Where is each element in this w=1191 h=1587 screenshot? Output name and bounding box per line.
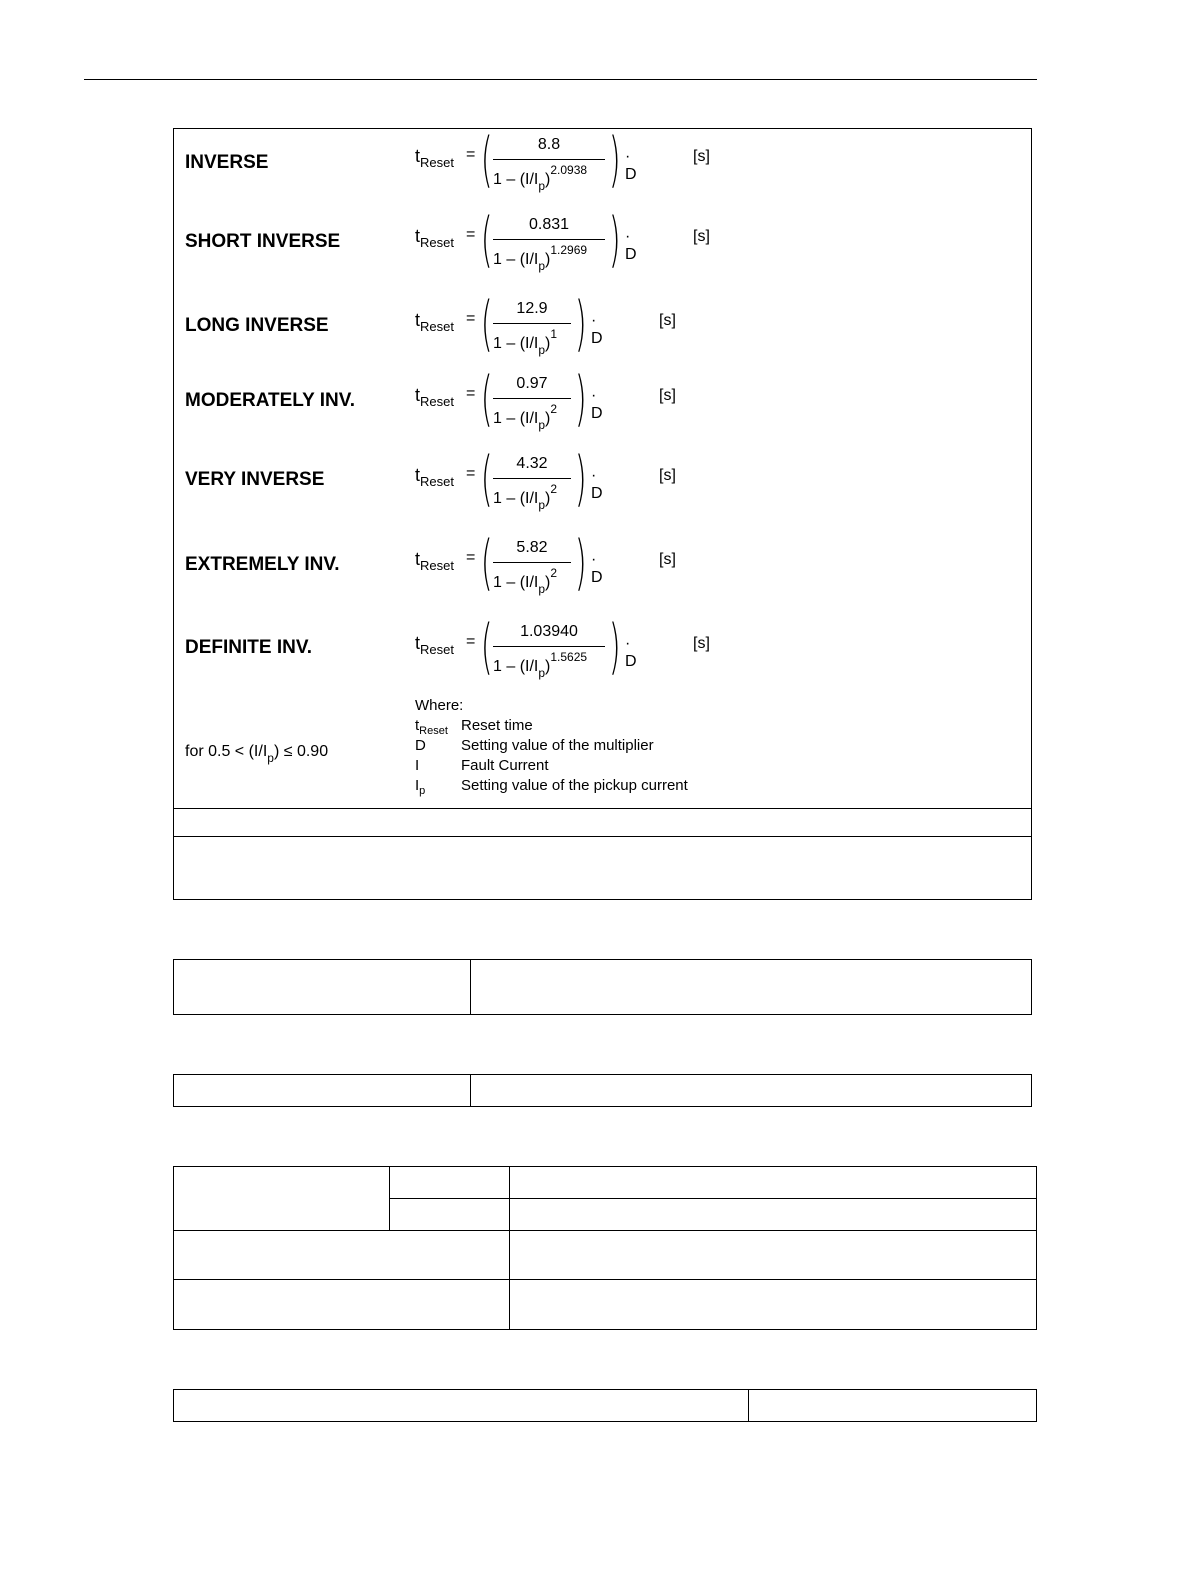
formula-t-reset: $t_{Reset}$ (415, 385, 454, 409)
table-row-divider (173, 836, 1032, 837)
formula-t-reset: $t_{Reset}$ (415, 146, 454, 170)
where-title: Where: (415, 697, 464, 714)
formula-unit: [s] (659, 387, 676, 404)
formula-numerator: 12.9 (516, 300, 548, 317)
formula-denominator: $1 - (I/I_p)^2$ (493, 402, 558, 432)
legend-text-d: Setting value of the multiplier (461, 737, 654, 754)
table-row-divider (173, 1230, 1037, 1231)
curve-name: DEFINITE INV. (185, 637, 313, 658)
right-paren: ) (574, 364, 587, 434)
curve-name: INVERSE (185, 152, 269, 173)
formula-denominator: $1 - (I/I_p)^{1.2969}$ (493, 243, 588, 273)
formula-numerator: 4.32 (516, 455, 548, 472)
fraction-bar (493, 398, 571, 399)
formula-t-reset: $t_{Reset}$ (415, 310, 454, 334)
legend-symbol-i: I (415, 757, 420, 774)
right-paren: ) (608, 125, 621, 195)
legend-symbol-ip: $I_p$ (415, 777, 426, 797)
formula-equals: = (466, 385, 476, 402)
left-paren: ( (480, 205, 493, 275)
empty-table-3 (173, 1074, 1032, 1107)
table-col-divider (748, 1389, 749, 1422)
fraction-bar (493, 562, 571, 563)
formula-equals: = (466, 226, 476, 243)
right-paren: ) (608, 612, 621, 682)
formula-unit: [s] (659, 467, 676, 484)
formula-unit: [s] (693, 228, 710, 245)
formula-multiplier: · D (591, 387, 603, 422)
table-col-divider (470, 1074, 471, 1107)
formula-t-reset: $t_{Reset}$ (415, 633, 454, 657)
formula-multiplier: · D (625, 635, 637, 670)
formula-t-reset: $t_{Reset}$ (415, 465, 454, 489)
legend-text-treset: Reset time (461, 717, 533, 734)
legend-text-i: Fault Current (461, 757, 549, 774)
formula-equals: = (466, 633, 476, 650)
formula-t-reset: $t_{Reset}$ (415, 549, 454, 573)
formula-numerator: 0.831 (528, 216, 570, 233)
left-paren: ( (480, 364, 493, 434)
formula-equals: = (466, 146, 476, 163)
fraction-bar (493, 646, 605, 647)
table-col-divider (470, 959, 471, 1015)
formula-multiplier: · D (591, 312, 603, 347)
right-paren: ) (574, 528, 587, 598)
fraction-bar (493, 323, 571, 324)
header-rule (84, 79, 1037, 80)
legend-text-ip: Setting value of the pickup current (461, 777, 688, 794)
formula-denominator: $1 - (I/I_p)^2$ (493, 482, 558, 512)
formula-unit: [s] (659, 312, 676, 329)
formula-unit: [s] (693, 635, 710, 652)
formula-unit: [s] (693, 148, 710, 165)
curve-name: LONG INVERSE (185, 315, 329, 336)
formula-denominator: $1 - (I/I_p)^1$ (493, 327, 558, 357)
formula-multiplier: · D (591, 467, 603, 502)
empty-table-4 (173, 1166, 1037, 1330)
left-paren: ( (480, 289, 493, 359)
formula-denominator: $1 - (I/I_p)^2$ (493, 566, 558, 596)
curve-name: EXTREMELY INV. (185, 554, 340, 575)
fraction-bar (493, 159, 605, 160)
fraction-bar (493, 478, 571, 479)
formula-multiplier: · D (625, 148, 637, 183)
right-paren: ) (608, 205, 621, 275)
left-paren: ( (480, 528, 493, 598)
formula-numerator: 0.97 (516, 375, 548, 392)
empty-table-2 (173, 959, 1032, 1015)
left-paren: ( (480, 612, 493, 682)
table-col-divider (509, 1166, 510, 1330)
right-paren: ) (574, 289, 587, 359)
curve-name: SHORT INVERSE (185, 231, 341, 252)
formula-denominator: $1 - (I/I_p)^{2.0938}$ (493, 163, 588, 193)
table-row-divider (389, 1198, 1037, 1199)
formula-numerator: 1.03940 (520, 623, 578, 640)
formula-equals: = (466, 549, 476, 566)
formula-numerator: 8.8 (537, 136, 561, 153)
formula-multiplier: · D (591, 551, 603, 586)
legend-symbol-d: D (415, 737, 426, 754)
formula-equals: = (466, 465, 476, 482)
empty-table-5 (173, 1389, 1037, 1422)
formula-equals: = (466, 310, 476, 327)
table-row-divider (173, 808, 1032, 809)
left-paren: ( (480, 125, 493, 195)
formula-unit: [s] (659, 551, 676, 568)
formula-numerator: 5.82 (516, 539, 548, 556)
legend-symbol-treset: $t_{Reset}$ (415, 717, 448, 737)
validity-condition: for $0.5 < (I/I_p) \le 0.90$ (185, 743, 329, 765)
right-paren: ) (574, 444, 587, 514)
formula-t-reset: $t_{Reset}$ (415, 226, 454, 250)
formula-multiplier: · D (625, 228, 637, 263)
curve-name: MODERATELY INV. (185, 390, 355, 411)
fraction-bar (493, 239, 605, 240)
formula-denominator: $1 - (I/I_p)^{1.5625}$ (493, 650, 588, 680)
left-paren: ( (480, 444, 493, 514)
curve-name: VERY INVERSE (185, 469, 325, 490)
table-row-divider (173, 1279, 1037, 1280)
